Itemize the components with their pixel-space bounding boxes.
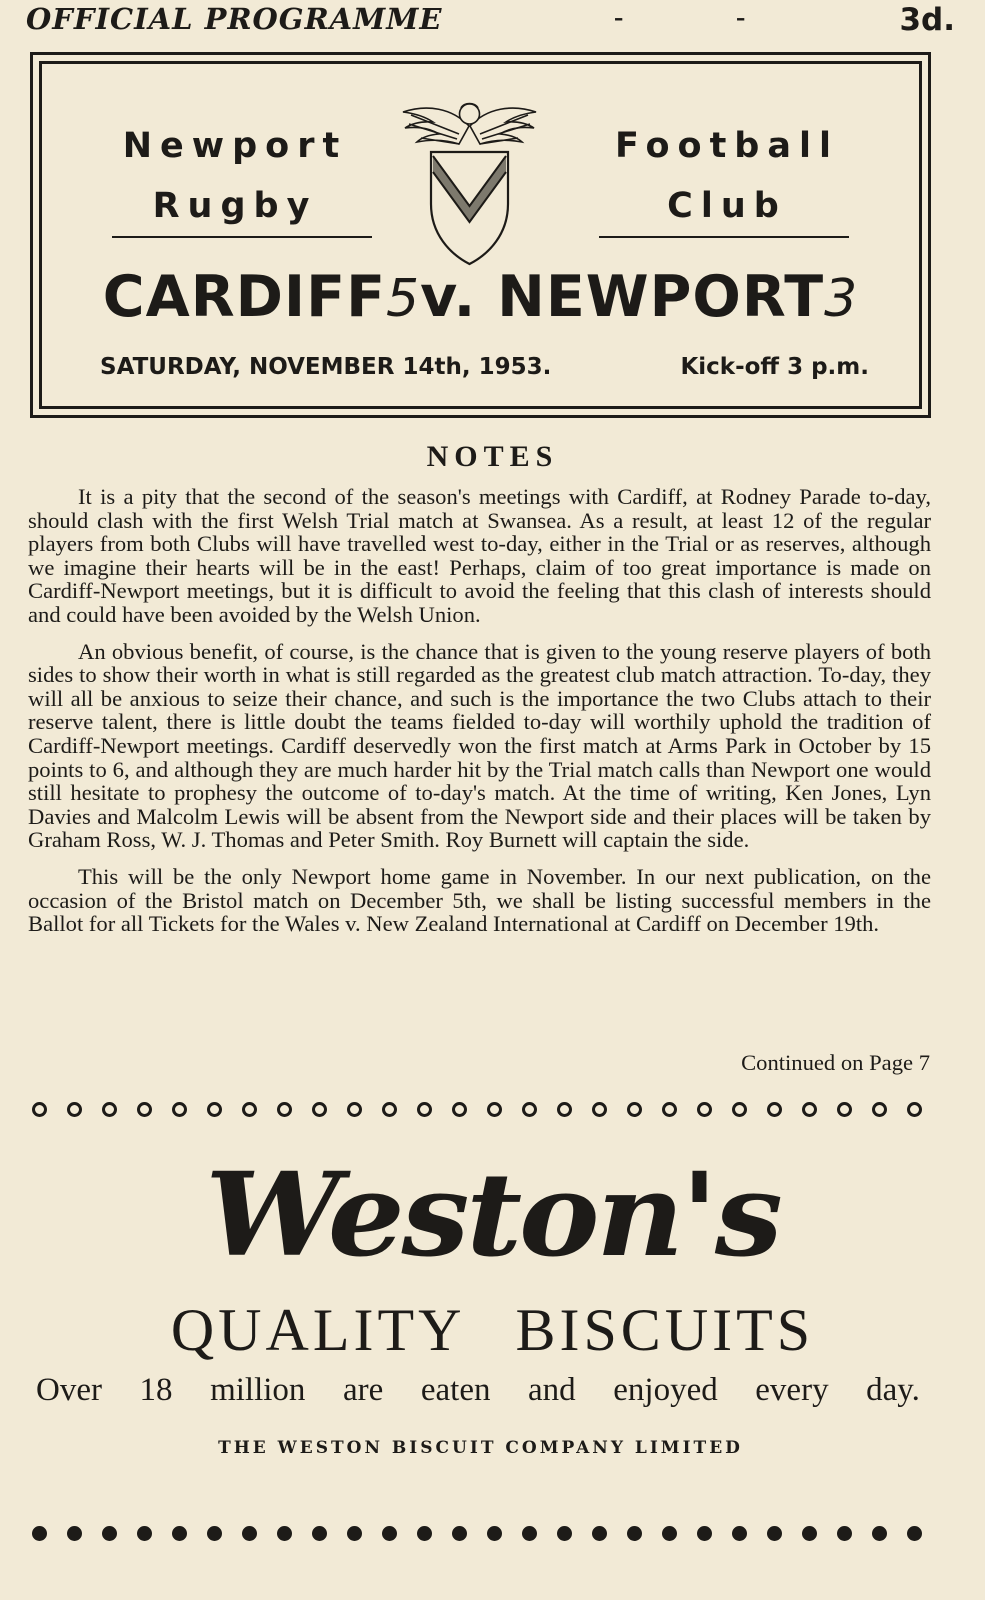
dot-ornament [522, 1526, 537, 1541]
notes-heading: NOTES [426, 440, 559, 473]
dot-ornament [487, 1102, 502, 1117]
dot-ornament [697, 1526, 712, 1541]
dot-ornament [102, 1526, 117, 1541]
dot-ornament [907, 1526, 922, 1541]
dot-ornament [907, 1102, 922, 1117]
home-team: CARDIFF [102, 264, 387, 330]
tagline-word: Over [36, 1372, 102, 1408]
dot-ornament [32, 1102, 47, 1117]
club-name-left [100, 116, 370, 236]
club-word: Newport [122, 126, 348, 166]
dot-ornament [592, 1102, 607, 1117]
company-name: THE WESTON BISCUIT COMPANY LIMITED [218, 1438, 743, 1458]
dot-ornament [872, 1526, 887, 1541]
programme-label: OFFICIAL PROGRAMME [26, 2, 443, 36]
dot-ornament [767, 1526, 782, 1541]
solid-dot-border [32, 1526, 922, 1541]
match-date: SATURDAY, NOVEMBER 14th, 1953. [100, 354, 552, 380]
dot-ornament [872, 1102, 887, 1117]
notes-paragraph: An obvious benefit, of course, is the chance that is given to the young reserve players of both sides to show their worth in what is still regarded as the greatest club match attraction. To-day, they will all be anxious to seize their chance, and such is the importance the two Clubs attach to their reserve talent, there is little doubt the teams fielded to-day will worthily uphold the tradition of Cardiff-Newport meetings. Cardiff deservedly won the first match at Arms Park in October by 15 points to 6, and although they are much harder hit by the Trial match calls than Newport one would still hesitate to prophesy the outcome of to-day's match. At the time of writing, Ken Jones, Lyn Davies and Malcolm Lewis will be absent from the Newport side and their places will be taken by Graham Ross, W. J. Thomas and Peter Smith. Roy Burnett will captain the side. [28, 638, 931, 853]
notes-paragraph: It is a pity that the second of the season's meetings with Cardiff, at Rodney Parade to-day, should clash with the first Welsh Trial match at Swansea. As a result, at least 12 of the regular players from both Clubs will have travelled west to-day, either in the Trial or as reserves, although we imagine their hearts will be in the east! Perhaps, claim of too great importance is made on Cardiff-Newport meetings, but it is difficult to avoid the feeling that this clash of interests should and could have been avoided by the Welsh Union. [28, 484, 931, 627]
dot-ornament [837, 1102, 852, 1117]
dot-ornament [452, 1526, 467, 1541]
dot-ornament [417, 1526, 432, 1541]
tagline-word: 18 [139, 1372, 173, 1408]
dot-ornament [732, 1526, 747, 1541]
dot-ornament [207, 1102, 222, 1117]
dot-ornament [452, 1102, 467, 1117]
tagline-word: are [343, 1372, 384, 1408]
club-word: Football [615, 126, 839, 166]
divider-dash: - [614, 2, 624, 33]
dot-ornament [802, 1102, 817, 1117]
dot-ornament [242, 1102, 257, 1117]
tagline-word: and [528, 1372, 576, 1408]
dot-ornament [347, 1102, 362, 1117]
dot-ornament [207, 1526, 222, 1541]
dot-ornament [487, 1526, 502, 1541]
match-title [42, 264, 919, 330]
dot-ornament [627, 1102, 642, 1117]
dot-ornament [767, 1102, 782, 1117]
dot-ornament [277, 1102, 292, 1117]
dot-ornament [662, 1526, 677, 1541]
tagline-word: eaten [420, 1372, 491, 1408]
dot-ornament [32, 1526, 47, 1541]
match-date-line [100, 354, 879, 380]
notes-body [28, 485, 931, 949]
dot-ornament [732, 1102, 747, 1117]
dot-ornament [382, 1526, 397, 1541]
crest-icon [397, 94, 542, 269]
dot-ornament [557, 1526, 572, 1541]
dot-ornament [802, 1526, 817, 1541]
dot-ornament [522, 1102, 537, 1117]
club-word: Rugby [152, 186, 318, 226]
divider-dash: - [736, 2, 746, 33]
dot-ornament [417, 1102, 432, 1117]
tagline-word: enjoyed [613, 1372, 718, 1408]
dot-ornament [137, 1102, 152, 1117]
dot-ornament [662, 1102, 677, 1117]
price-label: 3d. [899, 2, 955, 38]
tagline-word: million [210, 1372, 306, 1408]
club-word: Club [667, 186, 787, 226]
notes-paragraph: This will be the only Newport home game in November. In our next publication, on the occasion of the Bristol match on December 5th, we shall be listing successful members in the Ballot for all Tickets for the Wales v. New Zealand International at Cardiff on December 19th. [28, 863, 931, 937]
dot-ornament [137, 1526, 152, 1541]
dot-ornament [312, 1526, 327, 1541]
top-strip [26, 2, 955, 42]
away-team: NEWPORT [497, 264, 825, 330]
club-name-right [587, 116, 867, 236]
dot-ornament [382, 1102, 397, 1117]
tagline-word: every [755, 1372, 829, 1408]
dot-ornament [242, 1526, 257, 1541]
dot-ornament [837, 1526, 852, 1541]
header-box-inner [39, 61, 922, 409]
continued-note: Continued on Page 7 [741, 1050, 930, 1075]
dot-ornament [557, 1102, 572, 1117]
dot-ornament [67, 1526, 82, 1541]
home-score-handwritten: 5 [386, 269, 421, 329]
dot-ornament [172, 1102, 187, 1117]
dot-ornament [347, 1526, 362, 1541]
dot-ornament [277, 1526, 292, 1541]
dot-ornament [102, 1102, 117, 1117]
versus-label: v. [420, 264, 477, 330]
biscuits-word: BISCUITS [515, 1297, 815, 1363]
header-box [30, 52, 931, 418]
away-score-handwritten: 3 [824, 269, 859, 329]
quality-biscuits-heading [0, 1296, 985, 1365]
quality-word: QUALITY [170, 1297, 466, 1363]
advert-tagline [36, 1372, 920, 1409]
dot-ornament [697, 1102, 712, 1117]
tagline-word: day. [866, 1372, 920, 1408]
hollow-dot-border [32, 1102, 922, 1117]
dot-ornament [592, 1526, 607, 1541]
dot-ornament [312, 1102, 327, 1117]
dot-ornament [172, 1526, 187, 1541]
dot-ornament [627, 1526, 642, 1541]
dot-ornament [67, 1102, 82, 1117]
kickoff-time: Kick-off 3 p.m. [680, 354, 869, 380]
divider-rule [599, 236, 849, 238]
divider-rule [112, 236, 372, 238]
westons-logo: Weston's [205, 1148, 780, 1283]
